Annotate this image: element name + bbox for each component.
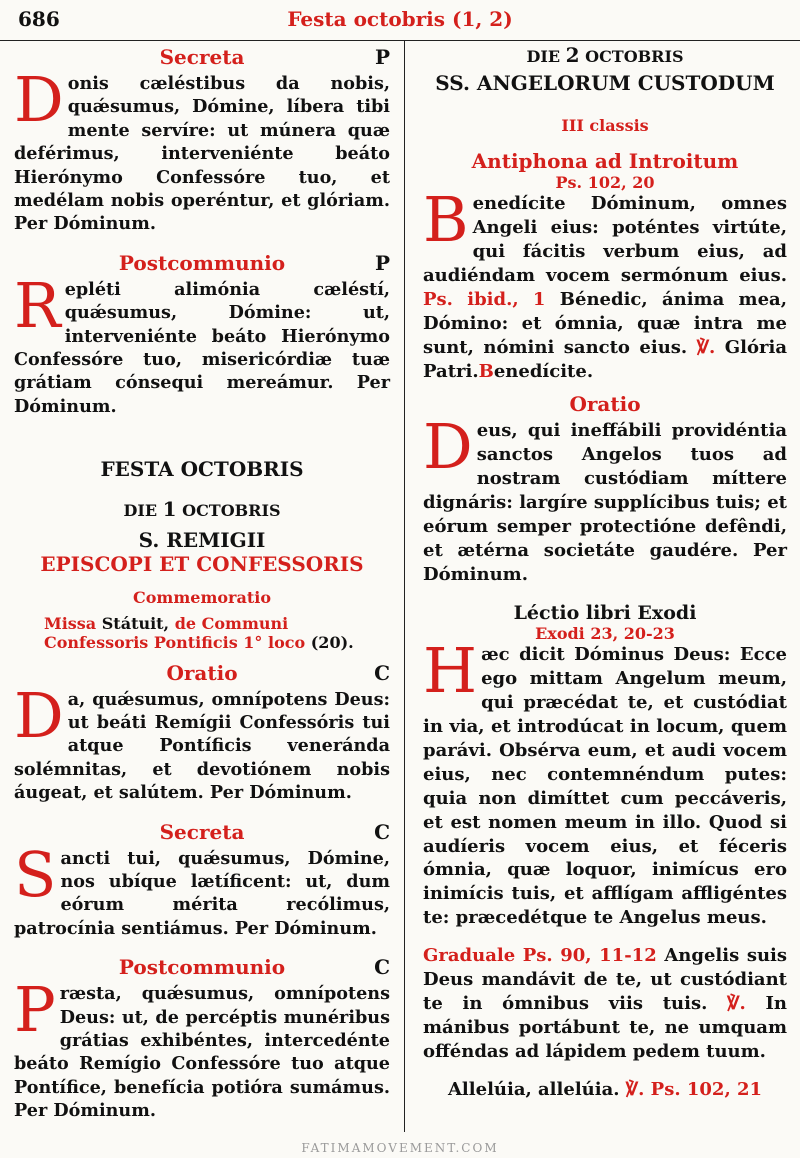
watermark: FATIMAMOVEMENT.COM: [301, 1141, 499, 1155]
common-marker: C: [374, 955, 390, 980]
feast-date: DIE 2 OCTOBRIS: [526, 43, 684, 67]
proper-marker: P: [374, 45, 390, 69]
graduale-text: Graduale Ps. 90, 11-12 Angelis suis Deus mandávit de te, ut custódiant te in ómnibus viis tuis. ℣. In mánibus portábunt te, ne umquam offéndas ad lápidem pedem tuum.: [423, 945, 788, 1062]
lectio-reference: Exodi 23, 20-23: [535, 624, 675, 643]
introit-heading: Antiphona ad Introitum: [471, 148, 739, 173]
lectio-text: Hæc dicit Dóminus Deus: Ecce ego mittam Angelum meum, qui præcédat te, et custódiat in via, et introdúcat in locum, quem parávi. Obsérva eum, et audi vocem eius, nec contemnéndum putes: quia non dimíttet cum peccáveris, et est nomen meum in illo. Quod si audíeris vocem eius, et féceris ómnia, quæ loquor, inimícus ero inimícis tuis, et afflígam affligéntes te: præcedétque te Angelus meus.: [423, 634, 787, 929]
oratio-heading: Oratio: [569, 392, 641, 417]
feast-title: SS. ANGELORUM CUSTODUM: [435, 71, 775, 95]
oratio-text: Deus, qui ineffábili providéntia sanctos Angelos tuos ad nostram custódiam míttere dignáris: largíre supplícibus tuis; et eórum semper protectióne defêndi, et ætérna societáte gaudére. Per Dóminum.: [423, 410, 787, 586]
drop-cap: D: [14, 678, 64, 752]
running-title: Festa octobris (1, 2): [287, 7, 513, 31]
versicle-symbol: ℣.: [625, 1078, 645, 1100]
secreta-text: Sancti tui, quǽsumus, Dómine, nos ubíque lætíficent: ut, dum eórum mérita recólimus, patrocínia sentiámus. Per Dóminum.: [14, 837, 390, 939]
postcommunio-heading: Postcommunio C: [14, 952, 390, 982]
page-header: [0, 0, 800, 41]
missa-reference: Missa Státuit, de Communi Confessoris Pontificis 1° loco (20).: [44, 613, 354, 652]
common-marker: C: [374, 819, 390, 844]
drop-cap: S: [14, 837, 57, 911]
secreta-heading: Secreta C: [14, 817, 390, 847]
postcommunio-text: Repléti alimónia cæléstí, quǽsumus, Dómine: ut, interveniénte beáto Hierónymo Confessóre tuo, misericórdiæ tuæ grátiam cónsequi mereámur. Per Dóminum.: [14, 268, 390, 417]
versicle-symbol: ℣.: [696, 336, 716, 358]
saint-rank: EPISCOPI ET CONFESSORIS: [40, 552, 364, 577]
drop-cap: P: [14, 973, 56, 1047]
section-title: FESTA OCTOBRIS: [100, 457, 304, 482]
graduale-label: Graduale Ps. 90, 11-12: [423, 945, 657, 967]
common-marker: C: [374, 660, 390, 685]
alleluia-reference: Ps. 102, 21: [650, 1078, 763, 1100]
introit-reference: Ps. 102, 20: [555, 172, 655, 192]
secreta-text: Donis cæléstibus da nobis, quǽsumus, Dómine, líbera tibi mente servíre: ut múnera quæ deférimus, interveniénte beáto Hierónymo Confessóre tuo, et medélam nobis operéntur, et glóriam. Per Dóminum.: [14, 63, 390, 235]
drop-cap: B: [423, 182, 469, 256]
column-divider: [404, 40, 405, 1132]
commemoratio-label: Commemoratio: [133, 588, 271, 608]
secreta-heading: Secreta P: [14, 42, 390, 72]
versicle-symbol: ℣.: [727, 993, 746, 1015]
page-number: 686: [18, 7, 60, 31]
oratio-text: Da, quǽsumus, omnípotens Deus: ut beáti Remígii Confessóris tui atque Pontíficis veneránda solémnitas, et devotiónem nobis áugeat, et salútem. Per Dóminum.: [14, 678, 390, 804]
right-column: [423, 42, 787, 1102]
left-column: [14, 42, 390, 1123]
oratio-heading: Oratio C: [14, 658, 390, 688]
drop-cap: D: [423, 410, 473, 484]
proper-marker: P: [374, 250, 390, 275]
drop-cap: R: [14, 268, 61, 342]
saint-name: S. REMIGII: [138, 528, 266, 553]
feast-class: III classis: [561, 116, 649, 135]
drop-cap: H: [423, 634, 478, 707]
psalm-reference: Ps. ibid., 1: [423, 288, 546, 310]
introit-text: Benedícite Dóminum, omnes Angeli eius: poténtes virtúte, qui fácitis verbum eius, ad audiéndam vocem sermónum eius. Ps. ibid., 1 Bénedic, ánima mea, Dómino: et ómnia, quæ intra me sunt, nómini sancto eius. ℣. Glória Patri.Benedícite.: [423, 182, 787, 382]
drop-cap: D: [14, 63, 64, 136]
repeat-initial: B: [478, 360, 494, 382]
postcommunio-text: Præsta, quǽsumus, omnípotens Deus: ut, de percéptis munéribus grátias exhibéntes, intercedénte beáto Remígio Confessóre tuo atque Pontífice, benefícia potióra sumámus. Per Dóminum.: [14, 973, 390, 1122]
alleluia-line: Allelúia, allelúia. ℣. Ps. 102, 21: [447, 1078, 763, 1100]
feast-date: DIE 1 OCTOBRIS: [123, 496, 281, 521]
lectio-title: Léctio libri Exodi: [513, 602, 697, 624]
postcommunio-heading: Postcommunio P: [14, 248, 390, 278]
